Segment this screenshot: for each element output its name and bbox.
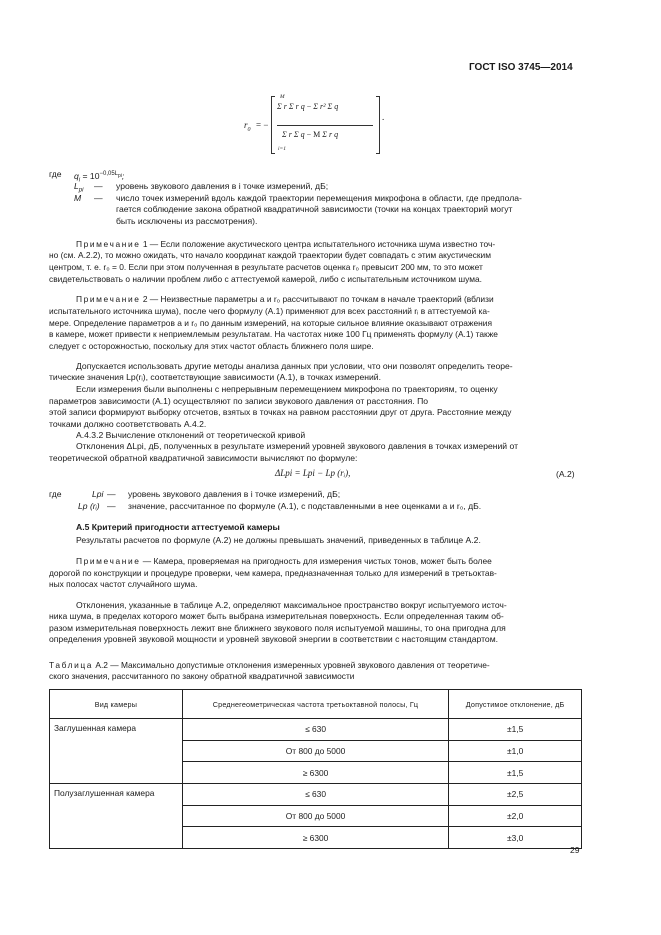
formula-a2: ΔLpi = Lpi − Lp (rᵢ), bbox=[275, 468, 351, 478]
page-number: 29 bbox=[570, 845, 580, 855]
formula-r0-bracket-left bbox=[271, 96, 275, 154]
frequency-cell: От 800 до 5000 bbox=[182, 740, 448, 762]
frequency-cell: ≥ 6300 bbox=[182, 762, 448, 784]
formula-r0-bracket-right bbox=[376, 96, 380, 154]
formula-r0-denominator: Σ r Σ q − M Σ r q bbox=[282, 130, 339, 139]
where-item-m-cont1: гается соблюдение закона обратной квадратичной зависимости (точки на концах траекторий могут bbox=[116, 204, 513, 214]
note-1-line-1: Примечание 1 — Если положение акустического центра испытательного источника шума известно точ- bbox=[76, 239, 496, 249]
formula-r0-limit-top: M bbox=[280, 94, 285, 100]
formula-r0 bbox=[244, 94, 394, 160]
note-2-line-2: испытательного источника шума), после чего формулу (А.1) применяют для всех расстояний rᵢ в аттестуемой ка- bbox=[49, 306, 490, 316]
deviation-cell: ±3,0 bbox=[449, 827, 582, 849]
deviation-cell: ±1,0 bbox=[449, 740, 582, 762]
frequency-cell: ≥ 6300 bbox=[182, 827, 448, 849]
para-4-line-3: разом измерительная поверхность лежит вне ближнего звукового поля испытуемой машины, то она пригодна для bbox=[49, 623, 506, 633]
deviation-table bbox=[49, 689, 582, 849]
standard-header: ГОСТ ISO 3745—2014 bbox=[469, 62, 573, 73]
note-3-line-3: ных полосах частот случайного шума. bbox=[49, 579, 198, 589]
note-2-line-1: Примечание 2 — Неизвестные параметры a и r₀ рассчитывают по точкам в начале траекторий (вблизи bbox=[76, 294, 494, 304]
table-header-chamber: Вид камеры bbox=[50, 690, 183, 719]
table-caption-line-1: Таблица А.2 — Максимально допустимые отклонения измеренных уровней звукового давления от теоретиче- bbox=[49, 660, 490, 670]
para-2-line-4: точками должно соответствовать А.4.2. bbox=[49, 419, 207, 429]
note-1-line-3: центром, т. е. r₀ = 0. Если при этом полученная в результате расчетов оценка r₀ превысит 200 мм, то это может bbox=[49, 262, 483, 272]
subsection-a432-title: А.4.3.2 Вычисление отклонений от теоретической кривой bbox=[76, 430, 306, 440]
formula-r0-lhs: r bbox=[244, 120, 248, 130]
where-item-lpi: $L_{pi}$ — уровень звукового давления в i точке измерений, дБ; bbox=[74, 181, 329, 194]
para-1-line-2: тические значения Lp(rᵢ), соответствующие зависимости (А.1), в точках измерений. bbox=[49, 372, 381, 382]
table-caption-line-2: ского значения, рассчитанного по закону обратной квадратичной зависимости bbox=[49, 671, 355, 681]
table-row bbox=[50, 719, 582, 741]
para-1-line-1: Допускается использовать другие методы анализа данных при условии, что они позволят определить теоре- bbox=[76, 361, 513, 371]
where-2-word: где bbox=[49, 489, 62, 499]
where-2-item-1: Lpi — уровень звукового давления в i точке измерений, дБ; bbox=[92, 489, 341, 499]
deviation-cell: ±1,5 bbox=[449, 719, 582, 741]
where-word: где bbox=[49, 169, 62, 179]
note-3-line-1: Примечание — Камера, проверяемая на пригодность для измерения чистых тонов, может быть более bbox=[76, 556, 492, 566]
frequency-cell: От 800 до 5000 bbox=[182, 805, 448, 827]
deviation-cell: ±1,5 bbox=[449, 762, 582, 784]
note-2-line-4: в камере, может привести к неприемлемым результатам. На частотах ниже 100 Гц применять формулу (А.1) также bbox=[49, 329, 498, 339]
where-item-m: M — число точек измерений вдоль каждой траектории перемещения микрофона в области, где предпола- bbox=[74, 193, 522, 203]
section-a5-text: Результаты расчетов по формуле (А.2) не должны превышать значений, приведенных в таблице А.2. bbox=[76, 535, 481, 545]
frequency-cell: ≤ 630 bbox=[182, 784, 448, 806]
para-4-line-4: определения уровней звуковой мощности и уровней звуковой энергии в соответствии с настоящим стандартом. bbox=[49, 634, 498, 644]
where-2-item-2: Lp (rᵢ) — значение, рассчитанное по формуле (А.1), с подставленными в нее оценками a и r₀, дБ. bbox=[78, 501, 482, 511]
note-1-line-2: но (см. А.2.2), то можно ожидать, что начало координат каждой траектории будет совпадать с этим акустическим bbox=[49, 250, 491, 260]
deviation-cell: ±2,0 bbox=[449, 805, 582, 827]
para-3-line-2: теоретической обратной квадратичной зависимости вычисляют по формуле: bbox=[49, 453, 358, 463]
formula-r0-numerator: Σ r Σ r q − Σ r² Σ q bbox=[277, 102, 339, 111]
formula-r0-fraction-bar bbox=[277, 125, 373, 126]
note-2-line-3: мере. Определение параметров a и r₀ по данным измерений, на которые сильное влияние оказывают отражения bbox=[49, 318, 492, 328]
para-2-line-1: Если измерения были выполнены с непрерывным перемещением микрофона по траекториям, то оценку bbox=[76, 384, 498, 394]
where-item-m-cont2: быть исключены из рассмотрения). bbox=[116, 216, 258, 226]
formula-r0-lhs-sub: 0 bbox=[247, 126, 251, 133]
table-header-frequency: Среднегеометрическая частота третьоктавной полосы, Гц bbox=[182, 690, 448, 719]
note-1-line-4: свидетельствовать о наличии проблем либо с аттестуемой камерой, либо с испытательным источником шума. bbox=[49, 274, 482, 284]
frequency-cell: ≤ 630 bbox=[182, 719, 448, 741]
chamber-hemi-anechoic: Полузаглушенная камера bbox=[50, 784, 183, 849]
q-definition: $q_i = 10^{-0,05L_{pi}}$; bbox=[74, 170, 125, 184]
table-row bbox=[50, 784, 582, 806]
para-2-line-2: параметров зависимости (А.1) осуществляют по записи звукового давления от расстояния. По bbox=[49, 396, 429, 406]
para-3-line-1: Отклонения ΔLpi, дБ, полученных в результате измерений уровней звукового давления в точках измерений от bbox=[76, 441, 519, 451]
chamber-anechoic: Заглушенная камера bbox=[50, 719, 183, 784]
para-4-line-1: Отклонения, указанные в таблице А.2, определяют максимальное пространство вокруг испытуемого источ- bbox=[76, 600, 507, 610]
table-header-row bbox=[50, 690, 582, 719]
where-block-1 bbox=[49, 169, 589, 184]
note-2-line-5: следует с осторожностью, поскольку для этих частот область ближнего поля шире. bbox=[49, 341, 374, 351]
formula-a2-number: (А.2) bbox=[556, 469, 575, 479]
section-a5-title: А.5 Критерий пригодности аттестуемой камеры bbox=[76, 522, 280, 532]
formula-r0-limit-bottom: i=1 bbox=[278, 146, 286, 152]
formula-r0-eq: = − bbox=[256, 120, 269, 130]
deviation-cell: ±2,5 bbox=[449, 784, 582, 806]
note-3-line-2: дорогой по конструкции и процедуре проверки, чем камера, предназначенная только для измерений в третьоктав- bbox=[49, 568, 497, 578]
para-2-line-3: этой записи формируют выборку отсчетов, взятых в точках на равном расстоянии друг от друга. Расстояние между bbox=[49, 407, 512, 417]
table-header-deviation: Допустимое отклонение, дБ bbox=[449, 690, 582, 719]
para-4-line-2: ника шума, в пределах которого может быть выбрана измерительная поверхность. Если определенная таким об- bbox=[49, 611, 504, 621]
formula-r0-tail: . bbox=[382, 112, 385, 122]
